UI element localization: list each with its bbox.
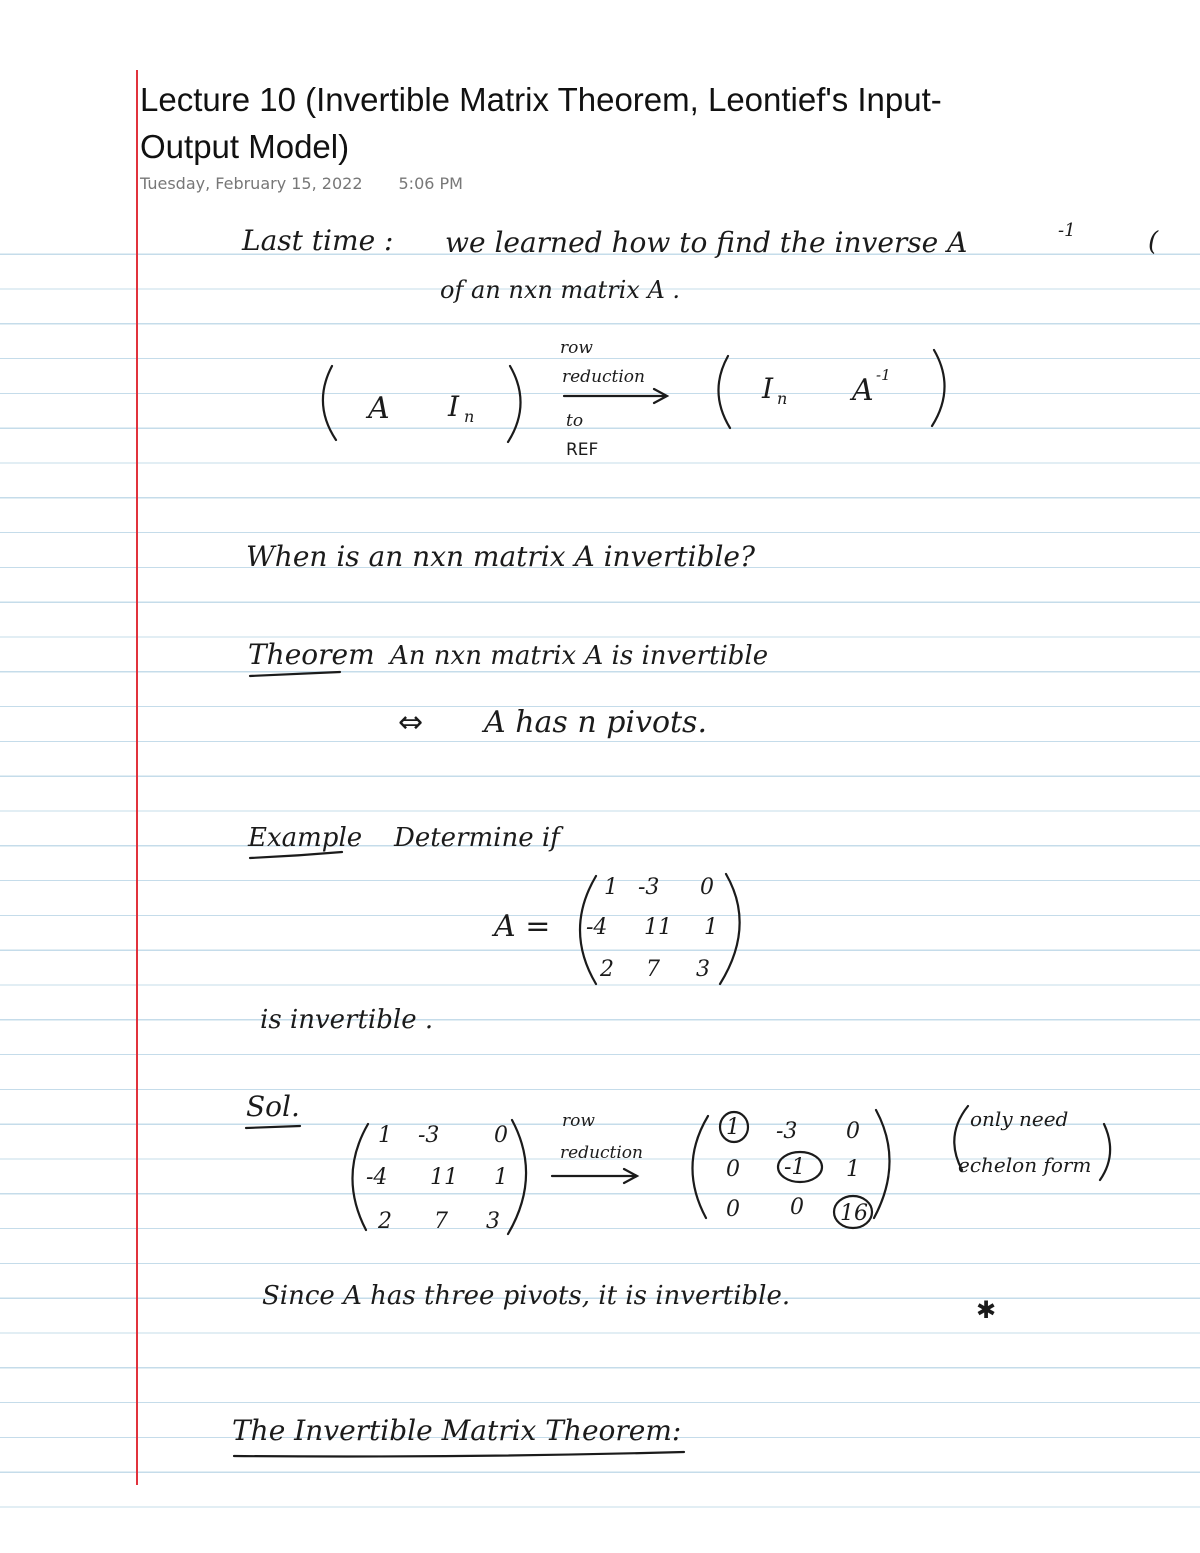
- solution-underline: [246, 1126, 300, 1128]
- echelon-cell: 1: [726, 1115, 740, 1140]
- iff-symbol: ⇔: [398, 705, 424, 740]
- example-matrix: [580, 874, 740, 984]
- matrix-cell: 1: [494, 1165, 508, 1190]
- page-time: 5:06 PM: [398, 174, 463, 193]
- matrix-cell: -4: [586, 915, 608, 940]
- theorem-label: Theorem: [248, 638, 375, 671]
- last-time-trailing-paren: (: [1148, 227, 1159, 257]
- left-paren: [323, 366, 336, 440]
- aug-left-A: A: [368, 391, 390, 426]
- page-date: Tuesday, February 15, 2022: [140, 174, 363, 193]
- aug-left-I: I: [448, 390, 460, 423]
- aug-left-I-subscript: n: [464, 407, 475, 426]
- page-title: Lecture 10 (Invertible Matrix Theorem, Leontief's Input-Output Model): [140, 81, 942, 165]
- example-text: Determine if: [394, 823, 560, 853]
- echelon-cell: -3: [776, 1119, 798, 1144]
- matrix-cell: 7: [434, 1209, 448, 1234]
- matrix-cell: -3: [418, 1123, 440, 1148]
- arrow-label-to: to: [566, 411, 584, 431]
- matrix-cell: 0: [494, 1123, 508, 1148]
- matrix-right-paren: [874, 1110, 890, 1218]
- arrow-label-row: row: [560, 338, 593, 358]
- matrix-cell: -4: [366, 1165, 388, 1190]
- last-time-label: Last time :: [242, 224, 394, 257]
- matrix-cell: 0: [700, 875, 714, 900]
- note-right-paren: [1100, 1124, 1110, 1180]
- matrix-left-paren: [692, 1116, 708, 1218]
- last-time-text-1: we learned how to find the inverse A: [445, 226, 968, 259]
- aug-right-I-subscript: n: [777, 389, 788, 408]
- end-of-proof-mark: ✱: [976, 1296, 997, 1324]
- arrow-label-ref: REF: [566, 440, 599, 460]
- sol-arrow-label-row: row: [562, 1111, 595, 1131]
- left-paren: [718, 356, 730, 428]
- solution-matrix-echelon: [692, 1110, 889, 1228]
- echelon-cell: 0: [790, 1195, 804, 1220]
- matrix-right-paren: [720, 874, 740, 984]
- last-time-superscript: -1: [1058, 220, 1076, 241]
- echelon-cell: 1: [846, 1157, 860, 1182]
- row-reduction-arrow: [564, 389, 667, 403]
- theorem-text: An nxn matrix A is invertible: [390, 641, 769, 671]
- echelon-cell: 16: [840, 1201, 868, 1226]
- matrix-cell: 1: [378, 1123, 392, 1148]
- aug-right-I: I: [762, 372, 774, 405]
- matrix-cell: 11: [644, 915, 672, 940]
- imt-heading: The Invertible Matrix Theorem:: [232, 1414, 682, 1447]
- matrix-cell: 3: [486, 1209, 500, 1234]
- aug-right-A: A: [852, 373, 874, 408]
- conclusion-text: Since A has three pivots, it is invertible.: [262, 1281, 791, 1311]
- arrow-label-reduction: reduction: [562, 367, 645, 387]
- augmented-matrix-right: [718, 350, 944, 428]
- augmented-matrix-left: [323, 366, 521, 442]
- matrix-cell: 3: [696, 957, 710, 982]
- matrix-cell: -3: [638, 875, 660, 900]
- solution-label: Sol.: [246, 1090, 300, 1123]
- matrix-cell: 2: [600, 957, 614, 982]
- last-time-text-2: of an nxn matrix A .: [440, 276, 681, 304]
- right-paren: [508, 366, 521, 442]
- side-note: [954, 1106, 1110, 1180]
- example-tail: is invertible .: [260, 1005, 434, 1035]
- theorem-underline: [250, 672, 340, 676]
- matrix-cell: 1: [604, 875, 618, 900]
- matrix-cell: 1: [704, 915, 718, 940]
- echelon-cell: 0: [726, 1197, 740, 1222]
- matrix-cell: 11: [430, 1165, 458, 1190]
- theorem-condition: A has n pivots.: [484, 705, 707, 740]
- echelon-cell: 0: [726, 1157, 740, 1182]
- matrix-cell: 7: [646, 957, 660, 982]
- imt-heading-underline: [234, 1452, 684, 1457]
- echelon-cell: -1: [784, 1155, 806, 1180]
- sol-row-reduction-arrow: [552, 1169, 637, 1183]
- note-line-1: only need: [970, 1107, 1069, 1131]
- matrix-cell: 2: [378, 1209, 392, 1234]
- question-text: When is an nxn matrix A invertible?: [246, 540, 756, 573]
- sol-arrow-label-reduction: reduction: [560, 1143, 643, 1163]
- right-paren: [932, 350, 945, 426]
- aug-right-A-superscript: -1: [876, 366, 891, 384]
- solution-matrix-original: [352, 1120, 526, 1234]
- matrix-lhs: A =: [494, 909, 551, 944]
- matrix-right-paren: [508, 1120, 526, 1234]
- echelon-cell: 0: [846, 1119, 860, 1144]
- example-label: Example: [248, 823, 363, 853]
- note-line-2: echelon form: [958, 1153, 1092, 1177]
